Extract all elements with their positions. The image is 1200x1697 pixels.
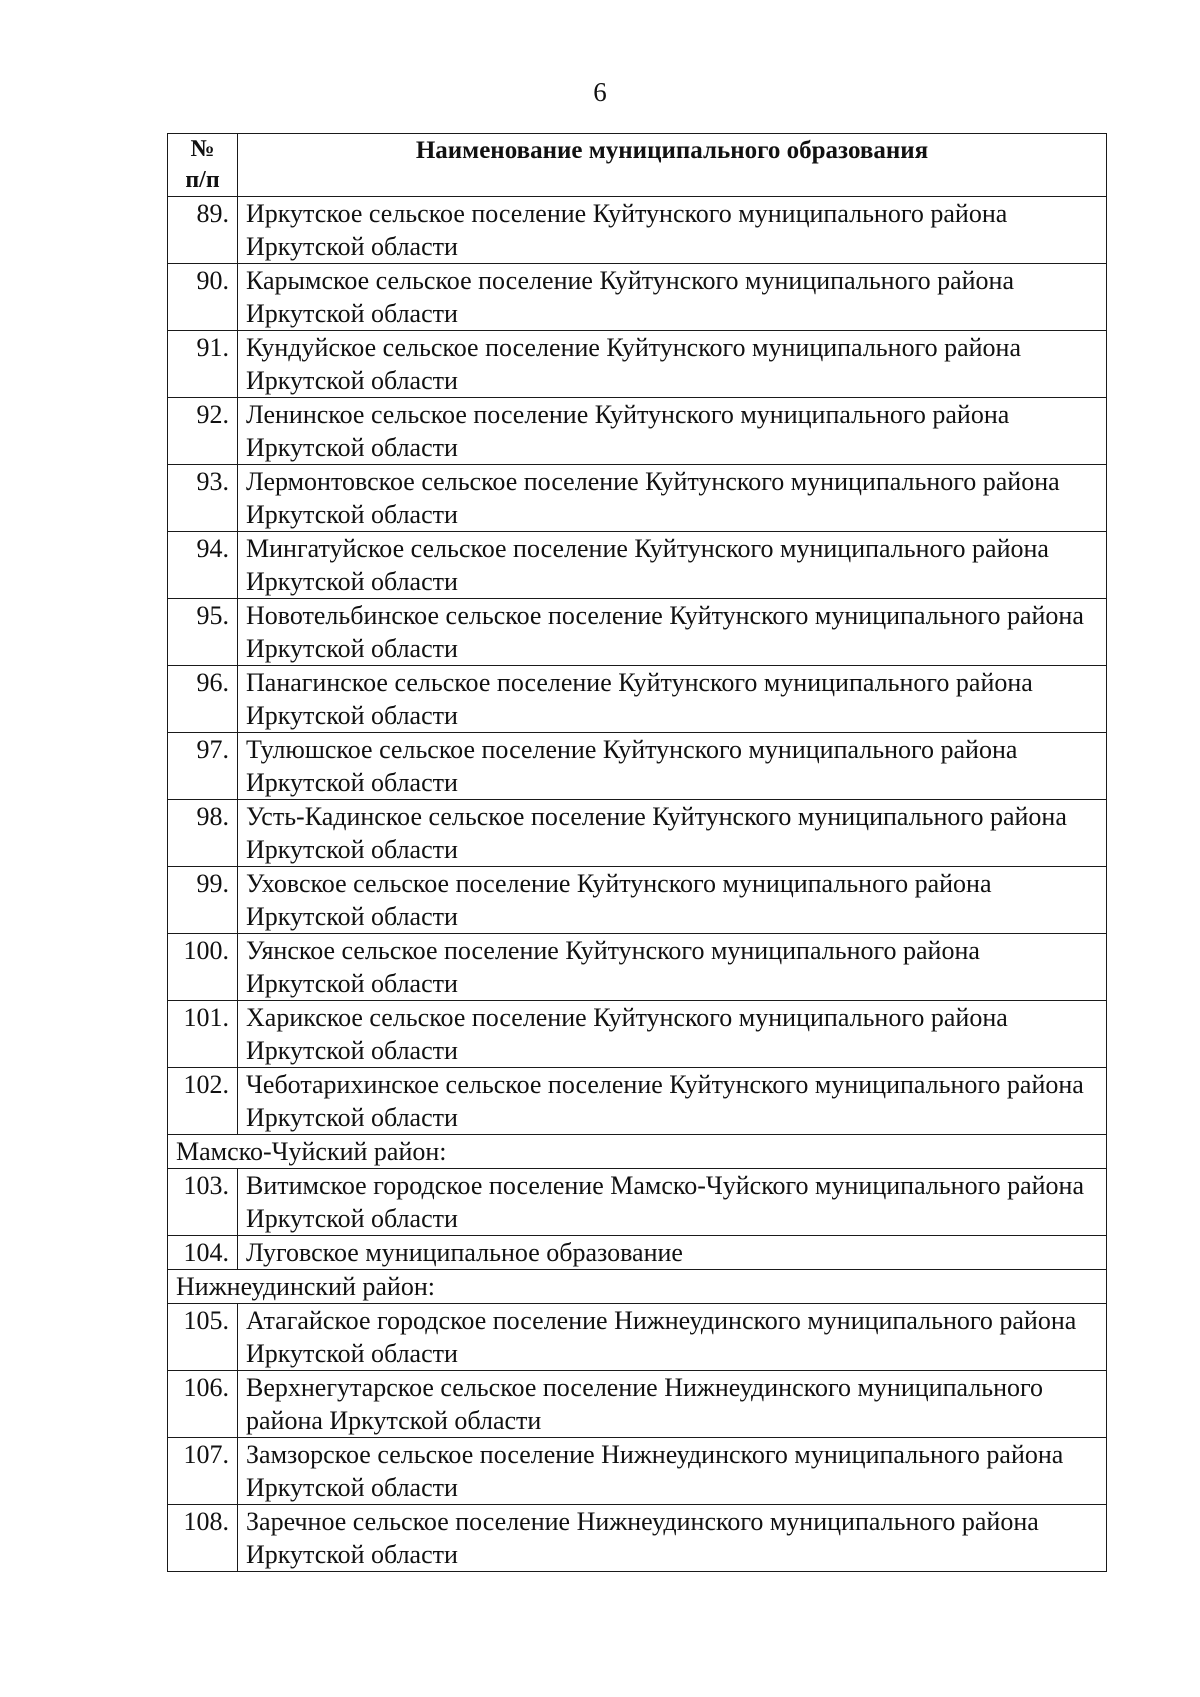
- row-entity-name: Ленинское сельское поселение Куйтунского муниципального района Иркутской области: [238, 398, 1107, 465]
- table-row: [168, 1371, 1107, 1438]
- table-row: [168, 1304, 1107, 1371]
- row-number: 98.: [168, 800, 238, 867]
- table-row: [168, 1068, 1107, 1135]
- row-entity-name: Лермонтовское сельское поселение Куйтунского муниципального района Иркутской области: [238, 465, 1107, 532]
- table-row: [168, 331, 1107, 398]
- row-entity-name: Чеботарихинское сельское поселение Куйтунского муниципального района Иркутской области: [238, 1068, 1107, 1135]
- header-number-abbr: п/п: [185, 167, 220, 193]
- row-entity-name: Панагинское сельское поселение Куйтунского муниципального района Иркутской области: [238, 666, 1107, 733]
- row-entity-name: Тулюшское сельское поселение Куйтунского муниципального района Иркутской области: [238, 733, 1107, 800]
- table-header-row: [168, 134, 1107, 197]
- row-entity-name: Уянское сельское поселение Куйтунского муниципального района Иркутской области: [238, 934, 1107, 1001]
- row-entity-name: Новотельбинское сельское поселение Куйтунского муниципального района Иркутской области: [238, 599, 1107, 666]
- row-entity-name: Заречное сельское поселение Нижнеудинского муниципального района Иркутской области: [238, 1505, 1107, 1572]
- row-number: 103.: [168, 1169, 238, 1236]
- table-row: [168, 666, 1107, 733]
- row-number: 90.: [168, 264, 238, 331]
- row-number: 108.: [168, 1505, 238, 1572]
- table-row: [168, 1438, 1107, 1505]
- row-number: 89.: [168, 197, 238, 264]
- header-name-column: Наименование муниципального образования: [238, 134, 1107, 197]
- table-row: [168, 867, 1107, 934]
- row-number: 94.: [168, 532, 238, 599]
- row-number: 91.: [168, 331, 238, 398]
- row-entity-name: Уховское сельское поселение Куйтунского муниципального района Иркутской области: [238, 867, 1107, 934]
- table-row: [168, 465, 1107, 532]
- section-title: Мамско-Чуйский район:: [168, 1135, 1107, 1169]
- row-number: 107.: [168, 1438, 238, 1505]
- row-number: 106.: [168, 1371, 238, 1438]
- section-row: [168, 1135, 1107, 1169]
- municipal-entities-table: [167, 133, 1107, 1572]
- row-number: 101.: [168, 1001, 238, 1068]
- row-entity-name: Кундуйское сельское поселение Куйтунского муниципального района Иркутской области: [238, 331, 1107, 398]
- section-row: [168, 1270, 1107, 1304]
- row-number: 100.: [168, 934, 238, 1001]
- row-number: 92.: [168, 398, 238, 465]
- table-row: [168, 1236, 1107, 1270]
- row-number: 93.: [168, 465, 238, 532]
- table-body: [168, 197, 1107, 1572]
- table-row: [168, 197, 1107, 264]
- row-number: 95.: [168, 599, 238, 666]
- header-number-column: [168, 134, 238, 197]
- row-entity-name: Усть-Кадинское сельское поселение Куйтунского муниципального района Иркутской области: [238, 800, 1107, 867]
- row-number: 104.: [168, 1236, 238, 1270]
- row-entity-name: Иркутское сельское поселение Куйтунского муниципального района Иркутской области: [238, 197, 1107, 264]
- row-entity-name: Верхнегутарское сельское поселение Нижнеудинского муниципального района Иркутской области: [238, 1371, 1107, 1438]
- table-row: [168, 1169, 1107, 1236]
- table-row: [168, 599, 1107, 666]
- row-entity-name: Карымское сельское поселение Куйтунского муниципального района Иркутской области: [238, 264, 1107, 331]
- row-number: 97.: [168, 733, 238, 800]
- section-title: Нижнеудинский район:: [168, 1270, 1107, 1304]
- table-row: [168, 934, 1107, 1001]
- row-entity-name: Замзорское сельское поселение Нижнеудинского муниципального района Иркутской области: [238, 1438, 1107, 1505]
- row-entity-name: Мингатуйское сельское поселение Куйтунского муниципального района Иркутской области: [238, 532, 1107, 599]
- row-entity-name: Харикское сельское поселение Куйтунского муниципального района Иркутской области: [238, 1001, 1107, 1068]
- row-number: 99.: [168, 867, 238, 934]
- table-row: [168, 264, 1107, 331]
- table-row: [168, 1505, 1107, 1572]
- header-number-symbol: №: [190, 136, 215, 162]
- row-number: 102.: [168, 1068, 238, 1135]
- row-number: 105.: [168, 1304, 238, 1371]
- row-entity-name: Витимское городское поселение Мамско-Чуйского муниципального района Иркутской области: [238, 1169, 1107, 1236]
- row-entity-name: Атагайское городское поселение Нижнеудинского муниципального района Иркутской области: [238, 1304, 1107, 1371]
- row-number: 96.: [168, 666, 238, 733]
- table-row: [168, 1001, 1107, 1068]
- table-row: [168, 532, 1107, 599]
- row-entity-name: Луговское муниципальное образование: [238, 1236, 1107, 1270]
- page-number: 6: [593, 77, 607, 107]
- table-row: [168, 733, 1107, 800]
- table-row: [168, 800, 1107, 867]
- table-row: [168, 398, 1107, 465]
